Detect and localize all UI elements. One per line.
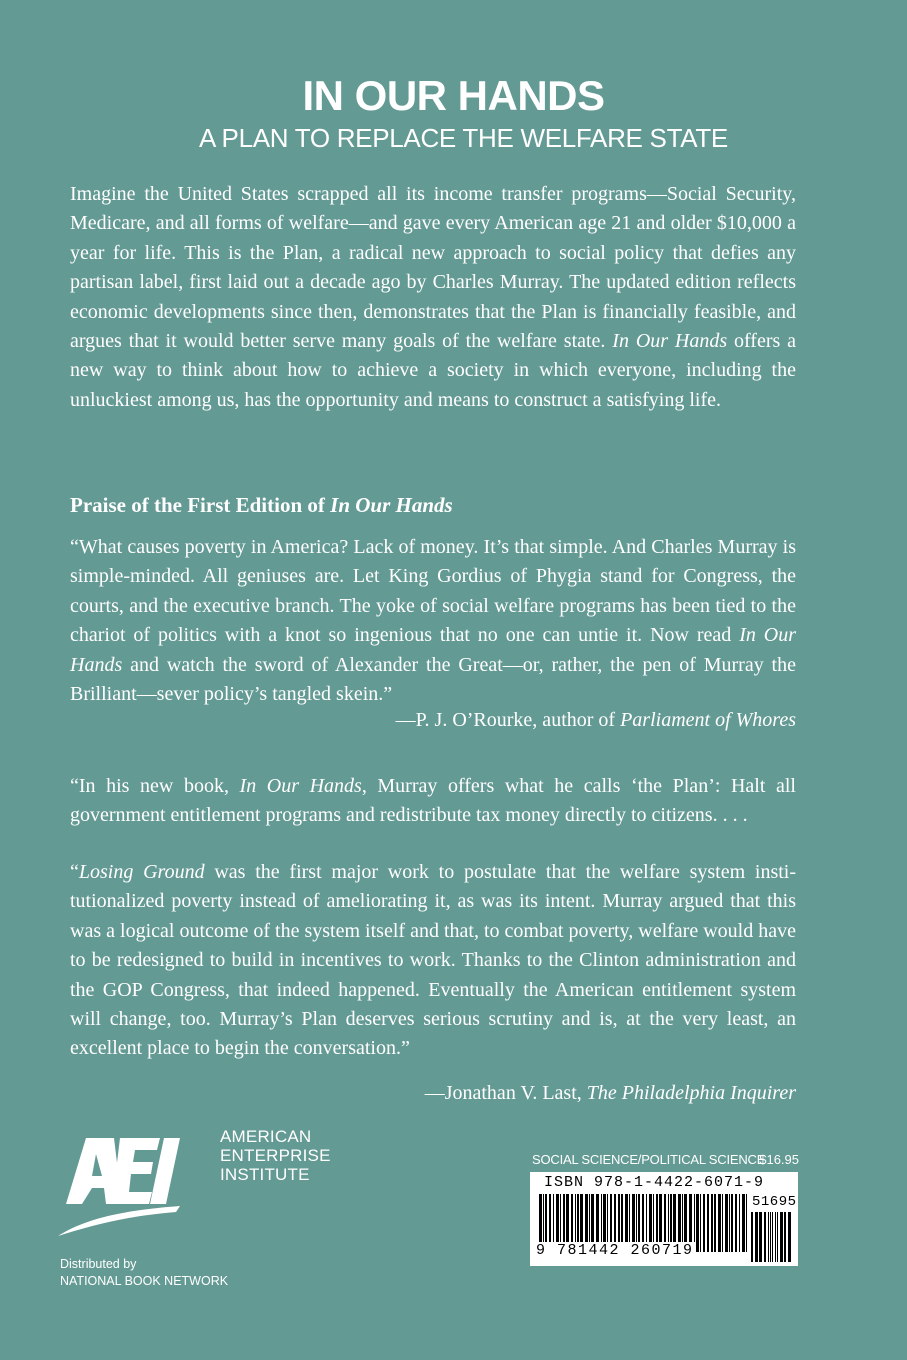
category-label: SOCIAL SCIENCE/POLITICAL SCIENCE bbox=[532, 1152, 766, 1167]
ean-number: 9 781442 260719 bbox=[536, 1242, 694, 1259]
barcode-bar bbox=[731, 1194, 733, 1252]
barcode-addon-number: 51695 bbox=[752, 1194, 797, 1210]
distributor-name: NATIONAL BOOK NETWORK bbox=[60, 1274, 229, 1288]
barcode-bar bbox=[711, 1194, 713, 1252]
barcode-bar bbox=[755, 1212, 758, 1262]
price-label: $16.95 bbox=[759, 1152, 799, 1167]
barcode-bar bbox=[764, 1212, 766, 1262]
attribution-orourke: —P. J. O’Rourke, author of Parliament of Whores bbox=[395, 709, 796, 731]
barcode-addon-bars bbox=[750, 1212, 792, 1262]
barcode-bar bbox=[725, 1194, 728, 1252]
distributor-info bbox=[60, 1256, 228, 1290]
barcode-bar bbox=[784, 1212, 786, 1262]
barcode-bar bbox=[739, 1194, 740, 1252]
barcode-bar bbox=[696, 1194, 699, 1252]
barcode-bar bbox=[707, 1194, 709, 1252]
barcode-bar bbox=[751, 1212, 753, 1262]
barcode-bar bbox=[700, 1194, 701, 1252]
praise-heading: Praise of the First Edition of In Our Hands bbox=[70, 493, 453, 517]
publisher-name: AMERICAN ENTERPRISE INSTITUTE bbox=[220, 1127, 331, 1184]
barcode-bar bbox=[742, 1194, 745, 1252]
quote-last-part1: “In his new book, In Our Hands, Murray offers what he calls ‘the Plan’: Halt all government entitlement programs and redistribute tax money directly to citizens. . . . bbox=[70, 775, 796, 827]
barcode-bar bbox=[777, 1212, 778, 1262]
barcode-bar bbox=[772, 1212, 773, 1262]
barcode bbox=[530, 1172, 798, 1266]
quote-last-part2: “Losing Ground was the first major work to postulate that the welfare system insti-tutionalized poverty instead of ameliorating it, as was its intent. Murray argued that this was a logical outcome of the system itself and that, to combat poverty, welfare would have to be redesigned to build in incentives to work. Thanks to the Clinton administration and the GOP Congress, that indeed happened. Eventually the American entitlement system will change, too. Murray’s Plan deserves serious scrutiny and is, at the very least, an excellent place to begin the conversation.” bbox=[70, 861, 796, 1060]
intro-paragraph: Imagine the United States scrapped all its income transfer programs—Social Security, Medicare, and all forms of welfare—and gave every American age 21 and older $10,000 a year for life. This is the Plan, a radical new approach to social policy that defies any partisan label, first laid out a decade ago by Charles Murray. The updated edition reflects economic developments since then, demonstrates that the Plan is financially feasible, and argues that it would better serve many goals of the welfare state. In Our Hands offers a new way to think about how to achieve a society in which everyone, including the unluckiest among us, has the opportunity and means to construct a satisfying life. bbox=[70, 183, 796, 411]
attribution-last: —Jonathan V. Last, The Philadelphia Inquirer bbox=[424, 1082, 796, 1104]
isbn-text: ISBN 978-1-4422-6071-9 bbox=[544, 1174, 765, 1191]
barcode-bar bbox=[759, 1212, 762, 1262]
barcode-bar bbox=[735, 1194, 737, 1252]
barcode-bar bbox=[718, 1194, 721, 1252]
barcode-bar bbox=[768, 1212, 769, 1262]
barcode-bar bbox=[780, 1212, 783, 1262]
aei-logo bbox=[56, 1126, 196, 1238]
barcode-bar bbox=[703, 1194, 705, 1252]
barcode-bar bbox=[729, 1194, 730, 1252]
quote-orourke: “What causes poverty in America? Lack of money. It’s that simple. And Charles Murray is simple-minded. All geniuses are. Let King Gordius of Phygia stand for Congress, the courts, and the executive branch. The yoke of social welfare programs has been tied to the chariot of politics with a knot so ingenious that no one can untie it. Now read In Our Hands and watch the sword of Alexander the Great—or, rather, the pen of Murray the Brilliant—sever policy’s tangled skein.” bbox=[70, 536, 796, 706]
barcode-bar bbox=[722, 1194, 723, 1252]
book-title: IN OUR HANDS bbox=[302, 72, 605, 119]
barcode-bar bbox=[770, 1212, 771, 1262]
barcode-bar bbox=[788, 1212, 791, 1262]
distributed-label: Distributed by bbox=[60, 1257, 137, 1271]
book-subtitle: A PLAN TO REPLACE THE WELFARE STATE bbox=[199, 123, 728, 153]
barcode-bar bbox=[775, 1212, 776, 1262]
barcode-bar bbox=[714, 1194, 716, 1252]
barcode-bar bbox=[746, 1194, 747, 1252]
